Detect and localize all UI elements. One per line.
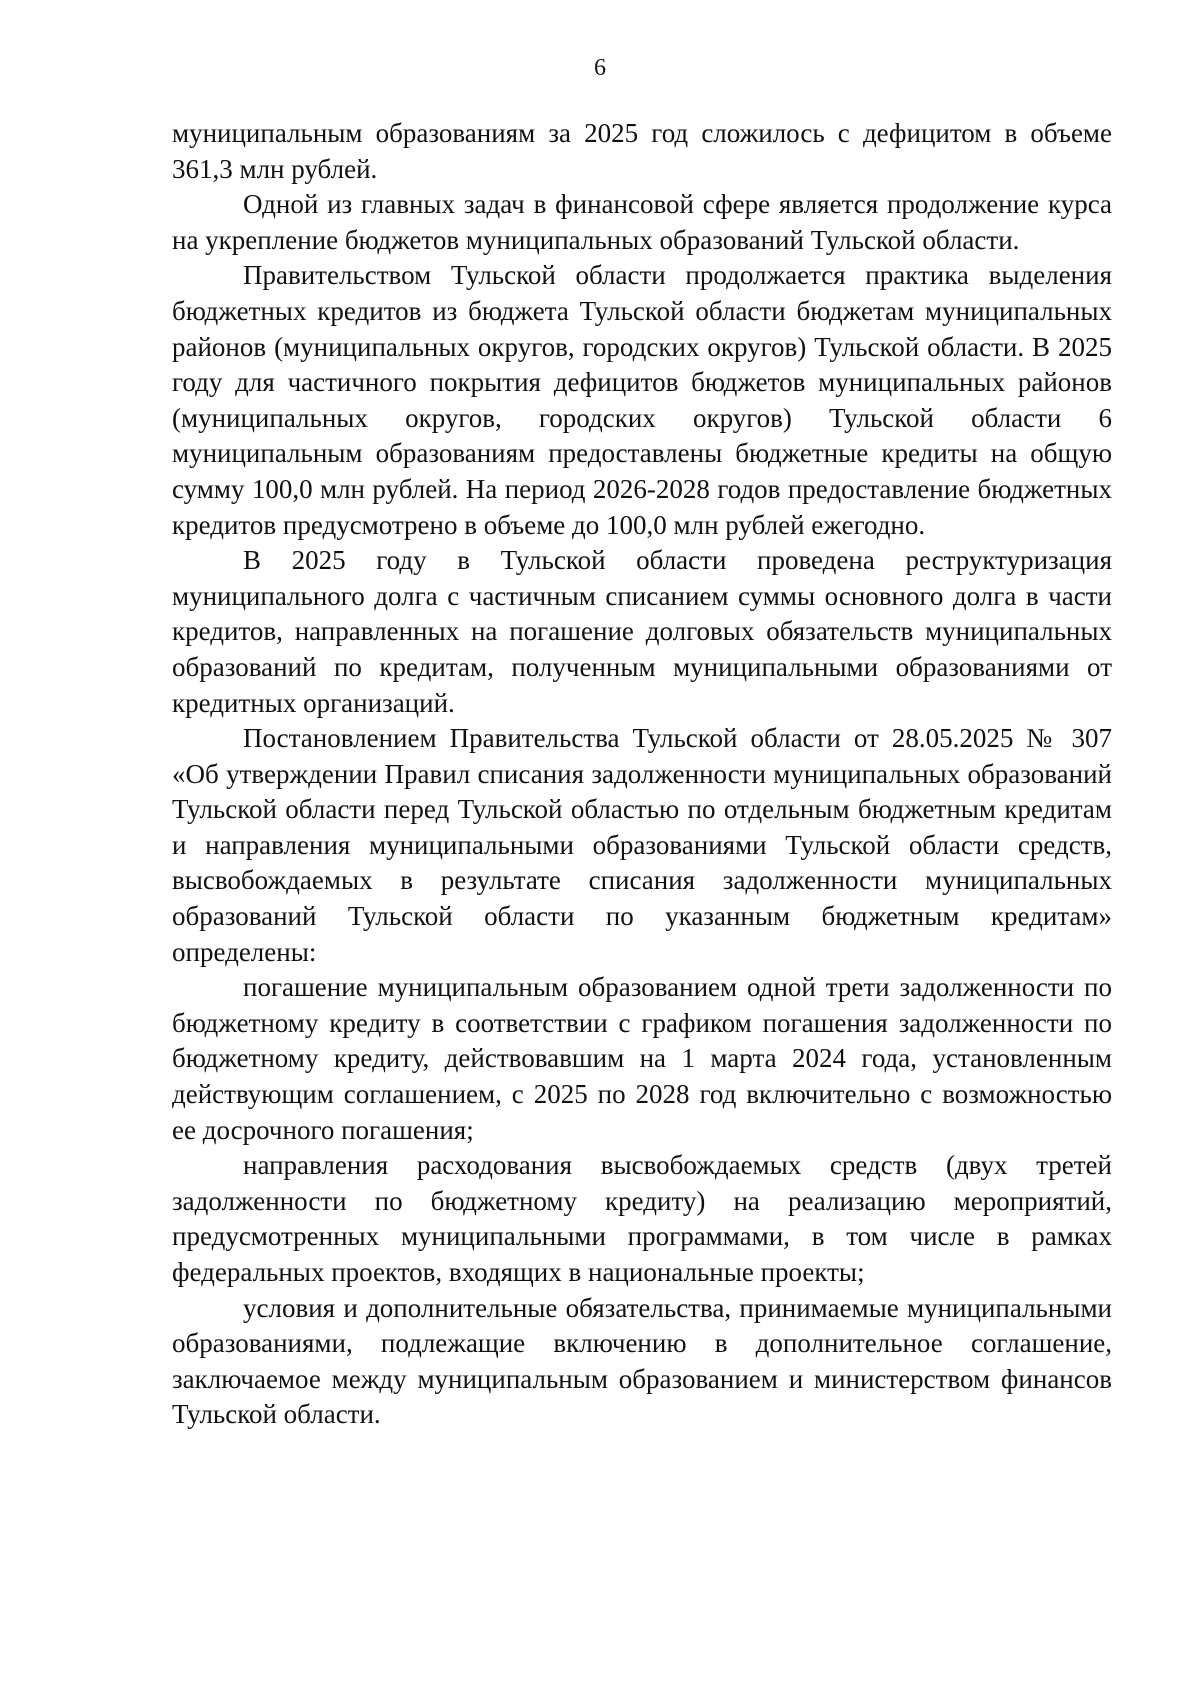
paragraph-resolution: Постановлением Правительства Тульской области от 28.05.2025 № 307 «Об утверждении Правил списания задолженности муниципальных образований Тульской области перед Тульской областью по отдельным бюджетным кредитам и направления муниципальными образованиями Тульской области средств, высвобождаемых в результате списания задолженности муниципальных образований Тульской области по указанным бюджетным кредитам» определены:	[172, 723, 1112, 967]
paragraph-main-task: Одной из главных задач в финансовой сфере является продолжение курса на укрепление бюджетов муниципальных образований Тульской области.	[172, 189, 1112, 255]
paragraph-debt-restructuring: В 2025 году в Тульской области проведена реструктуризация муниципального долга с частичным списанием суммы основного долга в части кредитов, направленных на погашение долговых обязательств муниципальных образований по кредитам, полученным муниципальными образованиями от кредитных организаций.	[172, 545, 1112, 718]
page-number: 6	[594, 55, 606, 81]
paragraph-budget-credits: Правительством Тульской области продолжается практика выделения бюджетных кредитов из бюджета Тульской области бюджетам муниципальных районов (муниципальных округов, городских округов) Тульской области. В 2025 году для частичного покрытия дефицитов бюджетов муниципальных районов (муниципальных округов, городских округов) Тульской области 6 муниципальным образованиям предоставлены бюджетные кредиты на общую сумму 100,0 млн рублей. На период 2026-2028 годов предоставление бюджетных кредитов предусмотрено в объеме до 100,0 млн рублей ежегодно.	[172, 260, 1112, 540]
paragraph-repayment-third: погашение муниципальным образованием одной трети задолженности по бюджетному кредиту в соответствии с графиком погашения задолженности по бюджетному кредиту, действовавшим на 1 марта 2024 года, установленным действующим соглашением, с 2025 по 2028 год включительно с возможностью ее досрочного погашения;	[172, 972, 1112, 1145]
paragraph-conditions: условия и дополнительные обязательства, принимаемые муниципальными образованиями, подлежащие включению в дополнительное соглашение, заключаемое между муниципальным образованием и министерством финансов Тульской области.	[172, 1292, 1112, 1430]
document-body	[172, 116, 1112, 1433]
paragraph-spending-directions: направления расходования высвобождаемых средств (двух третей задолженности по бюджетному кредиту) на реализацию мероприятий, предусмотренных муниципальными программами, в том числе в рамках федеральных проектов, входящих в национальные проекты;	[172, 1150, 1112, 1287]
paragraph-deficit-continuation: муниципальным образованиям за 2025 год сложилось с дефицитом в объеме 361,3 млн рублей.	[172, 118, 1112, 184]
